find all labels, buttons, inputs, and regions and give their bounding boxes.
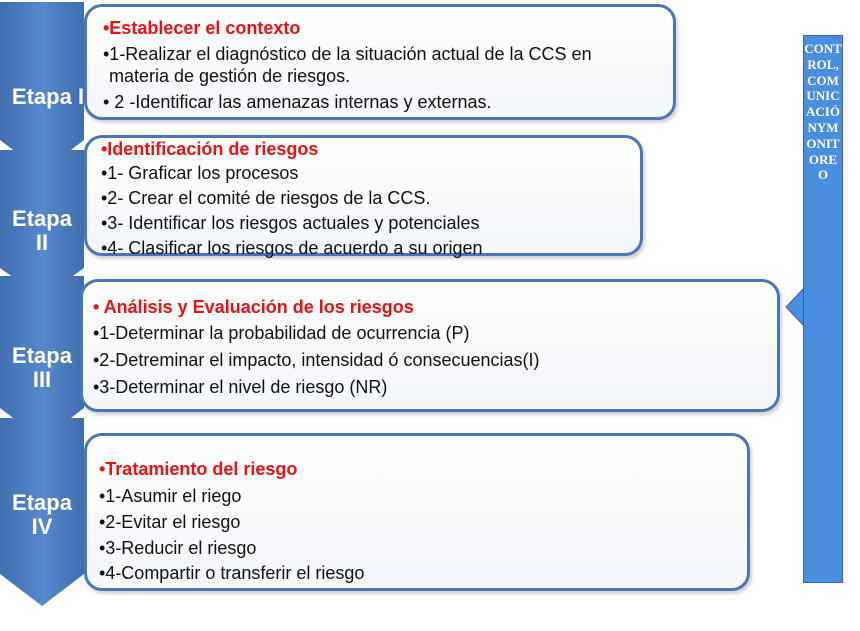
stage-3-line-1: •1-Determinar la probabilidad de ocurrencia (P) — [93, 323, 470, 343]
stage-4-label-bottom: IV — [31, 514, 53, 539]
stage-3-label-bottom: III — [32, 367, 52, 392]
stage-4-box — [84, 433, 750, 591]
stage-2-label — [0, 207, 84, 255]
stage-4-label — [0, 491, 84, 539]
stage-2-line-4: •4- Clasificar los riesgos de acuerdo a su origen — [101, 238, 483, 258]
stage-2-line-2: •2- Crear el comité de riesgos de la CCS. — [101, 188, 431, 208]
stage-1-label: Etapa I — [11, 84, 85, 109]
stage-2-line-3: •3- Identificar los riesgos actuales y potenciales — [101, 213, 480, 233]
stage-3-label-top: Etapa — [12, 343, 72, 368]
stage-1-line-1: •1-Realizar el diagnóstico de la situación actual de la CCS en — [103, 44, 592, 64]
stage-4-label-top: Etapa — [12, 490, 72, 515]
stage-2-label-bottom: II — [35, 230, 49, 255]
stage-3-box — [80, 279, 780, 412]
stage-3-title: • Análisis y Evaluación de los riesgos — [93, 297, 414, 317]
control-bar — [803, 35, 843, 583]
stage-4-line-4: •4-Compartir o transferir el riesgo — [99, 563, 365, 583]
stage-2-title: •Identificación de riesgos — [101, 139, 319, 159]
stage-4-line-2: •2-Evitar el riesgo — [99, 512, 241, 532]
control-text: CONTROL,COMUNICACIÓNYMONITOREO — [804, 41, 842, 183]
stage-4-line-3: •3-Reducir el riesgo — [99, 538, 257, 558]
stage-3-line-2: •2-Detreminar el impacto, intensidad ó consecuencias(I) — [93, 350, 540, 370]
stage-3-line-3: •3-Determinar el nivel de riesgo (NR) — [93, 377, 388, 397]
stage-4-line-1: •1-Asumir el riego — [99, 486, 242, 506]
stage-1-line-3: • 2 -Identificar las amenazas internas y externas. — [103, 92, 492, 112]
stage-1-title: •Establecer el contexto — [103, 18, 301, 38]
stage-1-box — [84, 4, 676, 120]
stage-2-label-top: Etapa — [12, 206, 72, 231]
stage-2-line-1: •1- Graficar los procesos — [101, 163, 299, 183]
stage-2-box — [84, 135, 643, 256]
stage-3-label — [0, 344, 84, 392]
stage-1-line-2: materia de gestión de riesgos. — [109, 66, 351, 86]
stage-4-title: •Tratamiento del riesgo — [99, 459, 298, 479]
